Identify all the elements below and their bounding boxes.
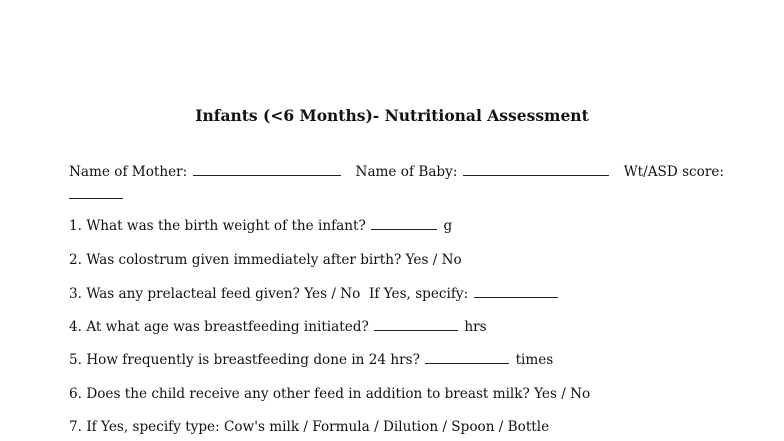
question-number: 7.: [69, 419, 82, 435]
page-title: Infants (<6 Months)- Nutritional Assessment: [195, 106, 589, 125]
question-followup: If Yes, specify:: [369, 286, 469, 302]
question-number: 3.: [69, 286, 82, 302]
question-text: How frequently is breastfeeding done in 24 hrs?: [86, 352, 420, 368]
question-suffix: hrs: [464, 319, 487, 335]
baby-name-blank: [463, 164, 609, 176]
question-text: At what age was breastfeeding initiated?: [86, 319, 369, 335]
question-3: [69, 285, 560, 303]
baby-name-label: Name of Baby:: [355, 164, 458, 180]
mother-name-label: Name of Mother:: [69, 164, 188, 180]
question-text: If Yes, specify type: Cow's milk / Formula / Dilution / Spoon / Bottle: [86, 419, 550, 435]
question-5: [69, 351, 553, 369]
initiation-age-blank: [374, 319, 458, 331]
question-number: 6.: [69, 386, 82, 402]
question-6: [69, 385, 590, 403]
question-text: Does the child receive any other feed in addition to breast milk? Yes / No: [86, 386, 591, 402]
wt-asd-label: Wt/ASD score:: [623, 164, 724, 180]
prelacteal-specify-blank: [474, 286, 558, 298]
question-1: [69, 217, 452, 235]
question-number: 4.: [69, 319, 82, 335]
question-suffix: times: [515, 352, 554, 368]
question-suffix: g: [443, 218, 453, 234]
question-2: [69, 251, 462, 269]
wt-asd-blank: [69, 187, 123, 199]
birth-weight-blank: [371, 218, 437, 230]
question-text: Was any prelacteal feed given? Yes / No: [86, 286, 361, 302]
question-4: [69, 318, 487, 336]
question-text: What was the birth weight of the infant?: [86, 218, 366, 234]
frequency-blank: [425, 352, 509, 364]
question-text: Was colostrum given immediately after birth? Yes / No: [86, 252, 462, 268]
question-number: 2.: [69, 252, 82, 268]
question-number: 1.: [69, 218, 82, 234]
wt-asd-blank-row: [69, 186, 125, 204]
question-7: [69, 418, 549, 436]
header-fields-row: [69, 163, 724, 181]
question-number: 5.: [69, 352, 82, 368]
mother-name-blank: [193, 164, 341, 176]
